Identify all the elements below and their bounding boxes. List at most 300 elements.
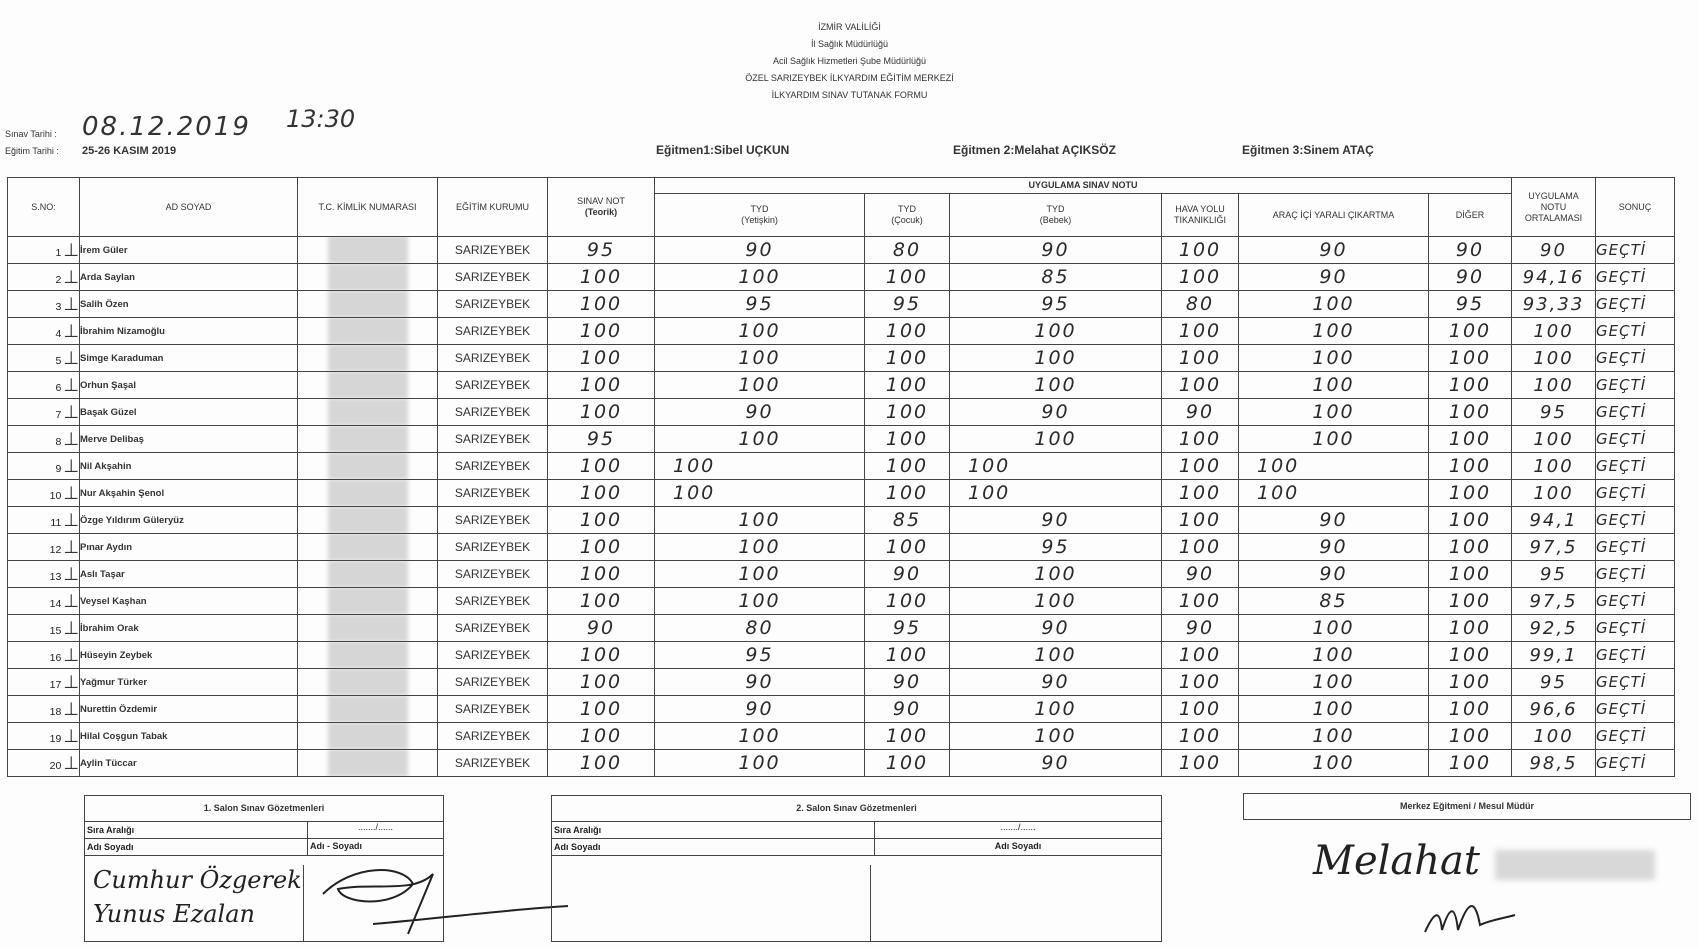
score-average: 100: [1512, 426, 1596, 453]
score-adult: 100: [655, 318, 865, 345]
row-result: GEÇTİ: [1596, 318, 1675, 345]
score-extract: 100: [1239, 723, 1429, 750]
row-tc-redacted: [298, 615, 438, 642]
row-tc-redacted: [298, 507, 438, 534]
row-sno: 19 ⊥: [8, 723, 80, 750]
col-header-theory: SINAV NOT (Teorik): [548, 178, 655, 237]
score-extract: 90: [1239, 534, 1429, 561]
check-mark-icon: ⊥: [63, 239, 79, 261]
score-theory: 95: [548, 426, 655, 453]
score-other: 100: [1429, 426, 1512, 453]
score-child: 95: [865, 291, 950, 318]
row-result: GEÇTİ: [1596, 642, 1675, 669]
row-institution: SARIZEYBEK: [438, 696, 548, 723]
row-name: Salih Özen: [80, 291, 298, 318]
row-result: GEÇTİ: [1596, 453, 1675, 480]
score-other: 100: [1429, 615, 1512, 642]
score-child: 100: [865, 399, 950, 426]
salon-1-range-value: ......./......: [357, 822, 393, 832]
col-header-tc: T.C. KİMLİK NUMARASI: [298, 178, 438, 237]
score-airway: 100: [1162, 480, 1239, 507]
score-baby: 90: [950, 399, 1162, 426]
row-sno: 14 ⊥: [8, 588, 80, 615]
score-other: 100: [1429, 561, 1512, 588]
table-row: [8, 615, 1675, 642]
score-baby: 95: [950, 534, 1162, 561]
row-institution: SARIZEYBEK: [438, 372, 548, 399]
row-tc-redacted: [298, 453, 438, 480]
score-baby: 100: [950, 372, 1162, 399]
score-average: 98,5: [1512, 750, 1596, 777]
row-tc-redacted: [298, 264, 438, 291]
exam-time-value: 13:30: [286, 105, 356, 133]
score-average: 93,33: [1512, 291, 1596, 318]
row-sno: 17 ⊥: [8, 669, 80, 696]
score-child: 100: [865, 480, 950, 507]
score-theory: 100: [548, 399, 655, 426]
row-institution: SARIZEYBEK: [438, 480, 548, 507]
training-date-value: 25-26 KASIM 2019: [82, 145, 177, 157]
score-adult: 100: [655, 264, 865, 291]
check-mark-icon: ⊥: [63, 320, 79, 342]
check-mark-icon: ⊥: [63, 590, 79, 612]
score-extract: 100: [1239, 426, 1429, 453]
exam-results-table: [7, 177, 1675, 777]
score-airway: 90: [1162, 399, 1239, 426]
row-name: Özge Yıldırım Güleryüz: [80, 507, 298, 534]
score-child: 100: [865, 318, 950, 345]
row-institution: SARIZEYBEK: [438, 237, 548, 264]
row-tc-redacted: [298, 237, 438, 264]
row-tc-redacted: [298, 318, 438, 345]
salon-1-title: 1. Salon Sınav Gözetmenleri: [85, 796, 443, 822]
row-result: GEÇTİ: [1596, 561, 1675, 588]
score-adult: 100: [655, 480, 865, 507]
row-sno: 20 ⊥: [8, 750, 80, 777]
score-average: 100: [1512, 372, 1596, 399]
table-row: [8, 291, 1675, 318]
row-name: Pınar Aydın: [80, 534, 298, 561]
row-sno: 2 ⊥: [8, 264, 80, 291]
score-child: 100: [865, 453, 950, 480]
row-institution: SARIZEYBEK: [438, 534, 548, 561]
check-mark-icon: ⊥: [63, 698, 79, 720]
check-mark-icon: ⊥: [63, 347, 79, 369]
score-average: 99,1: [1512, 642, 1596, 669]
score-extract: 100: [1239, 480, 1429, 507]
check-mark-icon: ⊥: [63, 509, 79, 531]
row-tc-redacted: [298, 669, 438, 696]
row-tc-redacted: [298, 372, 438, 399]
col-header-tyd-adult: TYD (Yetişkin): [655, 194, 865, 237]
score-theory: 100: [548, 669, 655, 696]
score-average: 100: [1512, 453, 1596, 480]
score-child: 100: [865, 723, 950, 750]
trainer-2: Eğitmen 2:Melahat AÇIKSÖZ: [953, 143, 1116, 157]
score-baby: 90: [950, 750, 1162, 777]
table-row: [8, 750, 1675, 777]
check-mark-icon: ⊥: [63, 374, 79, 396]
salon-1-signature-1: Cumhur Özgerek: [93, 866, 302, 894]
score-adult: 90: [655, 399, 865, 426]
row-result: GEÇTİ: [1596, 723, 1675, 750]
score-baby: 100: [950, 561, 1162, 588]
score-adult: 100: [655, 507, 865, 534]
header-line-5: İLKYARDIM SINAV TUTANAK FORMU: [771, 90, 928, 100]
score-baby: 90: [950, 237, 1162, 264]
col-header-other: DİĞER: [1429, 194, 1512, 237]
header-line-4: ÖZEL SARIZEYBEK İLKYARDIM EĞİTİM MERKEZİ: [745, 73, 954, 83]
center-box: [1243, 793, 1691, 820]
row-sno: 15 ⊥: [8, 615, 80, 642]
col-header-airway: HAVA YOLU TIKANIKLIĞI: [1162, 194, 1239, 237]
row-name: Arda Saylan: [80, 264, 298, 291]
score-extract: 100: [1239, 615, 1429, 642]
row-name: Nur Akşahin Şenol: [80, 480, 298, 507]
row-tc-redacted: [298, 696, 438, 723]
row-tc-redacted: [298, 480, 438, 507]
score-adult: 90: [655, 237, 865, 264]
row-sno: 1 ⊥: [8, 237, 80, 264]
row-tc-redacted: [298, 534, 438, 561]
score-child: 100: [865, 588, 950, 615]
check-mark-icon: ⊥: [63, 644, 79, 666]
table-row: [8, 480, 1675, 507]
row-result: GEÇTİ: [1596, 291, 1675, 318]
row-name: Aylin Tüccar: [80, 750, 298, 777]
score-average: 97,5: [1512, 534, 1596, 561]
score-extract: 100: [1239, 345, 1429, 372]
row-institution: SARIZEYBEK: [438, 642, 548, 669]
header-line-1: İZMİR VALİLİĞİ: [818, 22, 881, 32]
score-airway: 100: [1162, 237, 1239, 264]
table-row: [8, 237, 1675, 264]
row-name: Nil Akşahin: [80, 453, 298, 480]
score-airway: 100: [1162, 669, 1239, 696]
score-other: 100: [1429, 669, 1512, 696]
exam-date-value: 08.12.2019: [82, 112, 251, 142]
row-tc-redacted: [298, 642, 438, 669]
score-child: 100: [865, 534, 950, 561]
row-institution: SARIZEYBEK: [438, 291, 548, 318]
score-theory: 90: [548, 615, 655, 642]
col-header-name: AD SOYAD: [80, 178, 298, 237]
score-adult: 95: [655, 642, 865, 669]
row-sno: 16 ⊥: [8, 642, 80, 669]
score-child: 80: [865, 237, 950, 264]
check-mark-icon: ⊥: [63, 266, 79, 288]
table-row: [8, 453, 1675, 480]
score-adult: 100: [655, 453, 865, 480]
redacted-surname: [1495, 850, 1655, 880]
row-result: GEÇTİ: [1596, 237, 1675, 264]
score-airway: 90: [1162, 561, 1239, 588]
score-theory: 100: [548, 642, 655, 669]
score-adult: 100: [655, 588, 865, 615]
row-institution: SARIZEYBEK: [438, 264, 548, 291]
check-mark-icon: ⊥: [63, 617, 79, 639]
row-institution: SARIZEYBEK: [438, 561, 548, 588]
table-row: [8, 399, 1675, 426]
score-extract: 100: [1239, 291, 1429, 318]
score-other: 100: [1429, 453, 1512, 480]
row-institution: SARIZEYBEK: [438, 723, 548, 750]
row-tc-redacted: [298, 750, 438, 777]
center-title: Merkez Eğitmeni / Mesul Müdür: [1399, 801, 1535, 811]
score-average: 100: [1512, 345, 1596, 372]
score-extract: 85: [1239, 588, 1429, 615]
row-institution: SARIZEYBEK: [438, 453, 548, 480]
score-airway: 100: [1162, 345, 1239, 372]
row-tc-redacted: [298, 291, 438, 318]
score-airway: 100: [1162, 642, 1239, 669]
score-adult: 100: [655, 426, 865, 453]
row-result: GEÇTİ: [1596, 345, 1675, 372]
signature-scribble: [313, 854, 573, 944]
salon-2-range-value: ......./......: [1000, 822, 1036, 832]
score-airway: 100: [1162, 426, 1239, 453]
score-extract: 100: [1239, 750, 1429, 777]
row-institution: SARIZEYBEK: [438, 426, 548, 453]
check-mark-icon: ⊥: [63, 401, 79, 423]
col-header-sno: S.NO:: [8, 178, 80, 237]
col-header-result: SONUÇ: [1596, 178, 1675, 237]
salon-2-title: 2. Salon Sınav Gözetmenleri: [552, 796, 1161, 822]
row-result: GEÇTİ: [1596, 372, 1675, 399]
score-extract: 100: [1239, 453, 1429, 480]
score-average: 96,6: [1512, 696, 1596, 723]
salon-2-name-label: Adı Soyadı: [552, 839, 875, 855]
row-tc-redacted: [298, 426, 438, 453]
score-child: 100: [865, 426, 950, 453]
row-result: GEÇTİ: [1596, 507, 1675, 534]
initials-signature: [1420, 890, 1520, 940]
score-baby: 85: [950, 264, 1162, 291]
score-theory: 100: [548, 561, 655, 588]
score-extract: 100: [1239, 642, 1429, 669]
table-row: [8, 642, 1675, 669]
row-institution: SARIZEYBEK: [438, 615, 548, 642]
check-mark-icon: ⊥: [63, 725, 79, 747]
row-institution: SARIZEYBEK: [438, 669, 548, 696]
score-other: 100: [1429, 588, 1512, 615]
score-other: 90: [1429, 237, 1512, 264]
table-row: [8, 534, 1675, 561]
score-airway: 100: [1162, 723, 1239, 750]
score-average: 92,5: [1512, 615, 1596, 642]
score-baby: 100: [950, 345, 1162, 372]
score-airway: 80: [1162, 291, 1239, 318]
score-theory: 100: [548, 480, 655, 507]
score-other: 95: [1429, 291, 1512, 318]
check-mark-icon: ⊥: [63, 482, 79, 504]
check-mark-icon: ⊥: [63, 671, 79, 693]
score-other: 90: [1429, 264, 1512, 291]
row-name: İrem Güler: [80, 237, 298, 264]
score-airway: 100: [1162, 588, 1239, 615]
score-average: 100: [1512, 318, 1596, 345]
exam-date-label: Sınav Tarihi :: [5, 129, 57, 139]
salon-1-box: [84, 795, 444, 942]
row-sno: 5 ⊥: [8, 345, 80, 372]
row-sno: 18 ⊥: [8, 696, 80, 723]
row-result: GEÇTİ: [1596, 615, 1675, 642]
row-institution: SARIZEYBEK: [438, 318, 548, 345]
row-result: GEÇTİ: [1596, 426, 1675, 453]
check-mark-icon: ⊥: [63, 293, 79, 315]
table-row: [8, 426, 1675, 453]
salon-1-signature-2: Yunus Ezalan: [93, 900, 255, 928]
row-name: İbrahim Nizamoğlu: [80, 318, 298, 345]
score-child: 100: [865, 264, 950, 291]
score-baby: 100: [950, 588, 1162, 615]
score-extract: 90: [1239, 507, 1429, 534]
salon-1-name-label: Adı Soyadı: [85, 839, 308, 855]
score-other: 100: [1429, 480, 1512, 507]
col-header-tyd-baby: TYD (Bebek): [950, 194, 1162, 237]
row-name: Nurettin Özdemir: [80, 696, 298, 723]
score-airway: 100: [1162, 264, 1239, 291]
score-other: 100: [1429, 345, 1512, 372]
score-child: 85: [865, 507, 950, 534]
score-baby: 90: [950, 615, 1162, 642]
score-baby: 90: [950, 507, 1162, 534]
row-result: GEÇTİ: [1596, 750, 1675, 777]
score-extract: 100: [1239, 696, 1429, 723]
row-result: GEÇTİ: [1596, 264, 1675, 291]
score-theory: 100: [548, 318, 655, 345]
row-tc-redacted: [298, 588, 438, 615]
score-baby: 100: [950, 453, 1162, 480]
score-airway: 100: [1162, 696, 1239, 723]
score-baby: 95: [950, 291, 1162, 318]
table-row: [8, 669, 1675, 696]
score-average: 94,16: [1512, 264, 1596, 291]
score-baby: 90: [950, 669, 1162, 696]
score-airway: 100: [1162, 453, 1239, 480]
row-sno: 4 ⊥: [8, 318, 80, 345]
row-tc-redacted: [298, 561, 438, 588]
score-airway: 100: [1162, 318, 1239, 345]
score-extract: 90: [1239, 561, 1429, 588]
row-sno: 11 ⊥: [8, 507, 80, 534]
row-name: Orhun Şaşal: [80, 372, 298, 399]
salon-2-box: [551, 795, 1162, 942]
row-institution: SARIZEYBEK: [438, 750, 548, 777]
score-other: 100: [1429, 534, 1512, 561]
col-header-extraction: ARAÇ İÇİ YARALI ÇIKARTMA: [1239, 194, 1429, 237]
score-child: 90: [865, 561, 950, 588]
check-mark-icon: ⊥: [63, 563, 79, 585]
score-adult: 100: [655, 750, 865, 777]
training-date-label: Eğitim Tarihi :: [5, 146, 59, 156]
row-name: Hüseyin Zeybek: [80, 642, 298, 669]
score-average: 95: [1512, 561, 1596, 588]
table-row: [8, 696, 1675, 723]
row-sno: 3 ⊥: [8, 291, 80, 318]
score-theory: 95: [548, 237, 655, 264]
score-other: 100: [1429, 399, 1512, 426]
score-airway: 100: [1162, 534, 1239, 561]
score-other: 100: [1429, 723, 1512, 750]
score-extract: 100: [1239, 372, 1429, 399]
check-mark-icon: ⊥: [63, 752, 79, 774]
row-name: Merve Delibaş: [80, 426, 298, 453]
score-extract: 100: [1239, 669, 1429, 696]
score-child: 90: [865, 669, 950, 696]
score-baby: 100: [950, 318, 1162, 345]
row-sno: 12 ⊥: [8, 534, 80, 561]
score-theory: 100: [548, 534, 655, 561]
score-adult: 100: [655, 561, 865, 588]
score-adult: 90: [655, 669, 865, 696]
table-row: [8, 507, 1675, 534]
score-theory: 100: [548, 372, 655, 399]
score-theory: 100: [548, 750, 655, 777]
row-sno: 9 ⊥: [8, 453, 80, 480]
row-tc-redacted: [298, 723, 438, 750]
score-adult: 95: [655, 291, 865, 318]
score-average: 100: [1512, 480, 1596, 507]
table-row: [8, 345, 1675, 372]
score-airway: 100: [1162, 507, 1239, 534]
row-name: Simge Karaduman: [80, 345, 298, 372]
header-line-2: İl Sağlık Müdürlüğü: [810, 39, 889, 49]
score-other: 100: [1429, 750, 1512, 777]
score-adult: 90: [655, 696, 865, 723]
score-theory: 100: [548, 696, 655, 723]
score-other: 100: [1429, 507, 1512, 534]
score-airway: 100: [1162, 750, 1239, 777]
score-theory: 100: [548, 453, 655, 480]
row-institution: SARIZEYBEK: [438, 345, 548, 372]
header-line-3: Acil Sağlık Hizmetleri Şube Müdürlüğü: [772, 56, 927, 66]
score-child: 100: [865, 372, 950, 399]
salon-2-range-label: Sıra Aralığı: [552, 822, 875, 838]
score-adult: 100: [655, 723, 865, 750]
score-child: 100: [865, 642, 950, 669]
score-other: 100: [1429, 642, 1512, 669]
score-average: 90: [1512, 237, 1596, 264]
row-institution: SARIZEYBEK: [438, 507, 548, 534]
salon-1-name-label-2: Adı - Soyadı: [310, 841, 363, 851]
table-row: [8, 264, 1675, 291]
score-average: 94,1: [1512, 507, 1596, 534]
row-result: GEÇTİ: [1596, 399, 1675, 426]
row-name: Başak Güzel: [80, 399, 298, 426]
row-result: GEÇTİ: [1596, 669, 1675, 696]
row-name: Hilal Coşgun Tabak: [80, 723, 298, 750]
score-child: 90: [865, 696, 950, 723]
score-child: 100: [865, 750, 950, 777]
salon-1-range-label: Sıra Aralığı: [85, 822, 308, 838]
check-mark-icon: ⊥: [63, 536, 79, 558]
score-adult: 100: [655, 534, 865, 561]
score-adult: 100: [655, 372, 865, 399]
score-baby: 100: [950, 426, 1162, 453]
score-other: 100: [1429, 318, 1512, 345]
score-adult: 80: [655, 615, 865, 642]
score-theory: 100: [548, 291, 655, 318]
row-sno: 8 ⊥: [8, 426, 80, 453]
score-theory: 100: [548, 588, 655, 615]
score-adult: 100: [655, 345, 865, 372]
score-baby: 100: [950, 723, 1162, 750]
row-result: GEÇTİ: [1596, 534, 1675, 561]
row-tc-redacted: [298, 399, 438, 426]
row-sno: 7 ⊥: [8, 399, 80, 426]
score-theory: 100: [548, 507, 655, 534]
